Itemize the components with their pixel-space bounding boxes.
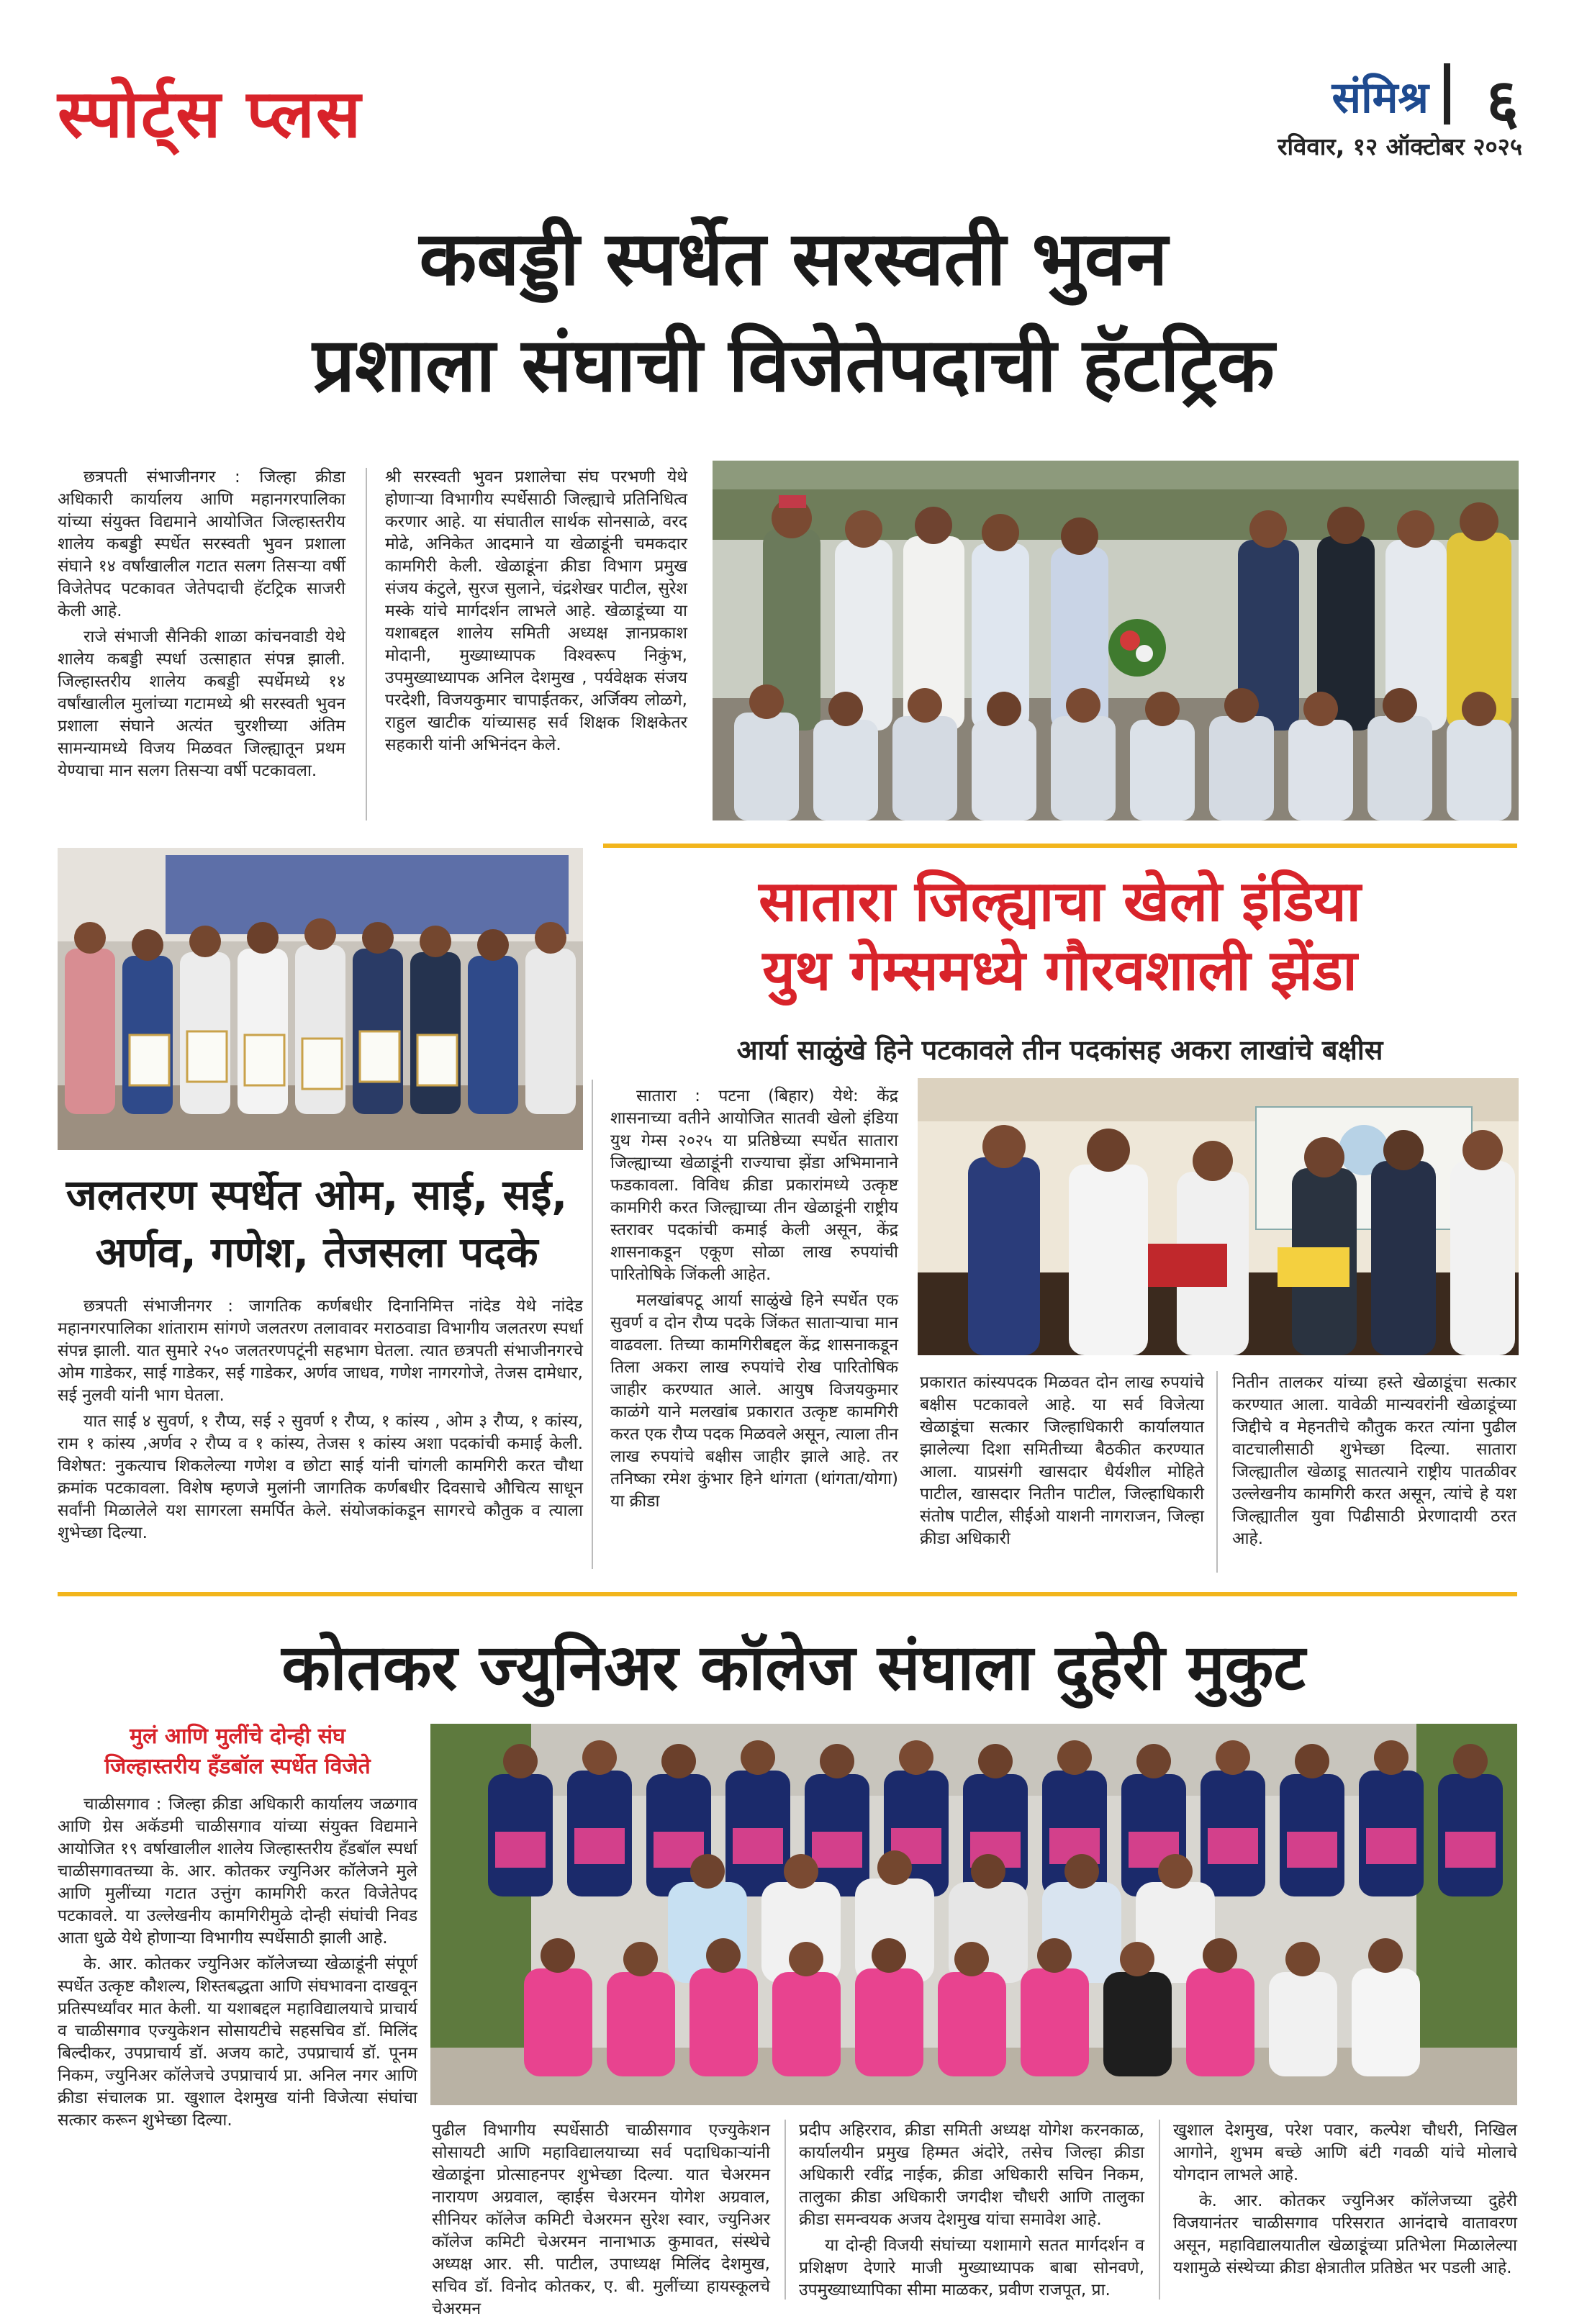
handball-team-photo — [430, 1724, 1517, 2105]
story3-subhead: आर्या साळुंखे हिने पटकावले तीन पदकांसह अकरा लाखांचे बक्षीस — [736, 1034, 1383, 1066]
story1-col2-para1: श्री सरस्वती भुवन प्रशालेचा संघ परभणी येथे होणाऱ्या विभागीय स्पर्धेसाठी जिल्ह्याचे प्रतिनिधित्व करणार आहे. या संघातील सार्थक सोनसाळे, वरद मोढे, अनिकेत आदमाने या खेळाडूंनी चमकदार कामगिरी केली. खेळाडूंना क्रीडा विभाग प्रमुख संजय कंटुले, सुरज सुलाने, चंद्रशेखर पाटील, सुरेश मस्के यांचे मार्गदर्शन लाभले आहे. खेळाडूंच्या या यशाबद्दल शालेय समिती अध्यक्ष ज्ञानप्रकाश मोदानी, मुख्याध्यापक विश्वरूप निकुंभ, उपमुख्याध्यापक अनिल देशमुख , पर्यवेक्षक संजय परदेशी, विजयकुमार चापाईतकर, अर्जिक्य लोळगे, राहुल खाटीक यांच्यासह सर्व शिक्षक शिक्षकेतर सहकारी यांनी अभिनंदन केले. — [385, 468, 687, 754]
column-divider — [366, 468, 367, 820]
story3-headline — [605, 867, 1515, 1005]
story1-headline-line1: कबड्डी स्पर्धेत सरस्वती भुवन — [419, 214, 1168, 302]
story4-column-3 — [799, 2120, 1144, 2305]
column-divider — [1159, 2120, 1160, 2300]
story3-headline-line1: सातारा जिल्ह्याचा खेलो इंडिया — [759, 869, 1361, 934]
column-divider — [1216, 1371, 1218, 1573]
story4-col1-para1: चाळीसगाव : जिल्हा क्रीडा अधिकारी कार्यालय जळगाव आणि ग्रेस अकॅडमी चाळीसगाव यांच्या संयुक्त विद्यमाने आयोजित १९ वर्षाखालील शालेय जिल्हास्तरीय हँडबॉल स्पर्धा चाळीसगावतच्या के. आर. कोतकर ज्युनिअर कॉलेजने मुले आणि मुलींच्या गटात उत्तुंग कामगिरी करत विजेतेपद पटकावले. या उल्लेखनीय कामगिरीमुळे दोन्ही संघांची निवड आता धुळे येथे होणाऱ्या विभागीय स्पर्धेसाठी झाली आहे. — [58, 1795, 417, 1948]
story3-col3-para1: नितीन तालकर यांच्या हस्ते खेळाडूंचा सत्कार करण्यात आला. यावेळी मान्यवरांनी खेळाडूंच्या जिद्दीचे व मेहनतीचे कौतुक करत त्यांना पुढील वाटचालीसाठी शुभेच्छा दिल्या. सातारा जिल्ह्यातील खेळाडू सातत्याने राष्ट्रीय पातळीवर उल्लेखनीय कामगिरी करत असून, त्यांचे हे यश जिल्ह्यातील युवा पिढीसाठी प्रेरणादायी ठरत आहे. — [1232, 1373, 1516, 1548]
story3-column-3 — [1232, 1372, 1516, 1554]
column-divider — [592, 1080, 593, 1569]
header-divider — [1444, 63, 1450, 125]
story4-subhead-line1: मुलं आणि मुलींचे दोन्ही संघ — [130, 1724, 345, 1749]
page-number: ६ — [1486, 66, 1519, 138]
story4-subhead-line2: जिल्हास्तरीय हँडबॉल स्पर्धेत विजेते — [104, 1754, 371, 1779]
story2-para2: यात साई ४ सुवर्ण, १ रौप्य, सई २ सुवर्ण १ रौप्य, १ कांस्य , ओम ३ रौप्य, १ कांस्य, राम १ कांस्य ,अर्णव २ रौप्य व १ कांस्य, तेजस १ कांस्य अशा पदकांची कमाई केली. विशेषत: नुकत्याच शिकलेल्या गणेश व छोटा साई यांनी चांगली कामगिरी करत चौथा क्रमांक पटकावला. विशेष म्हणजे मुलांनी जागतिक कर्णबधीर दिवसाचे औचित्य साधून सर्वांनी मिळालेले यश सागरला समर्पित केले. संयोजकांकडून सागरचे कौतुक व त्याला शुभेच्छा दिल्या. — [58, 1412, 583, 1542]
story4-column-1 — [58, 1794, 417, 2135]
story3-col1-para2: मलखांबपटू आर्या साळुंखे हिने स्पर्धेत एक सुवर्ण व दोन रौप्य पदके जिंकत साताऱ्याचा मान वाढवला. तिच्या कामगिरीबद्दल केंद्र शासनाकडून तिला अकरा लाख रुपयांचे रोख पारितोषिक जाहीर करण्यात आले. आयुष विजयकुमार काळंगे याने मलखांब प्रकारात उत्कृष्ट कामगिरी करत एक रौप्य पदक मिळवले असून, त्याला तीन लाख रुपयांचे बक्षीस जाहीर झाले आहे. तर तनिष्का रमेश कुंभार हिने थांगता (थांगता/योगा) या क्रीडा — [610, 1291, 898, 1511]
section-rule — [603, 844, 1517, 848]
masthead-title: स्पोर्ट्स प्लस — [58, 76, 363, 153]
story4-column-4 — [1173, 2120, 1517, 2283]
section-label: संमिश्र — [1331, 73, 1429, 123]
column-divider — [785, 2120, 786, 2300]
story1-column-1 — [58, 466, 345, 786]
story2-headline-line1: जलतरण स्पर्धेत ओम, साई, सई, — [65, 1170, 568, 1219]
story3-headline-line2: युथ गेम्समध्ये गौरवशाली झेंडा — [762, 939, 1357, 1003]
felicitation-photo — [918, 1078, 1519, 1355]
story3-col1-para1: सातारा : पटना (बिहार) येथे: केंद्र शासनाच्या वतीने आयोजित सातवी खेलो इंडिया युथ गेम्स २०२५ या प्रतिष्ठेच्या स्पर्धेत सातारा जिल्ह्याच्या खेळाडूंनी राज्याचा झेंडा अभिमानाने फडकावला. विविध क्रीडा प्रकारांमध्ये उत्कृष्ट कामगिरी करत जिल्ह्याच्या तीन खेळाडूंनी राष्ट्रीय स्तरावर पदकांची कमाई केली असून, केंद्र शासनाकडून एकूण सोळा लाख रुपयांची पारितोषिके जिंकली आहेत. — [610, 1087, 898, 1284]
story1-headline — [29, 205, 1558, 418]
story4-headline: कोतकर ज्युनिअर कॉलेज संघाला दुहेरी मुकुट — [281, 1630, 1306, 1704]
story4-subhead — [58, 1722, 417, 1782]
swimming-medals-photo — [58, 848, 583, 1150]
story4-col4-para2: के. आर. कोतकर ज्युनिअर कॉलेजच्या दुहेरी विजयानंतर चाळीसगाव परिसरात आनंदाचे वातावरण असून, महाविद्यालयातील खेळाडूंच्या प्रतिभेला मिळालेल्या यशामुळे संस्थेच्या क्रीडा क्षेत्रातील प्रतिष्ठेत भर पडली आहे. — [1173, 2192, 1517, 2277]
story4-column-2 — [432, 2120, 770, 2324]
kabaddi-team-photo — [713, 461, 1519, 820]
story1-column-2 — [385, 466, 687, 760]
story1-col1-para2: राजे संभाजी सैनिकी शाळा कांचनवाडी येथे शालेय कबड्डी स्पर्धा उत्साहात संपन्न झाली. जिल्हास्तरीय शालेय कबड्डी स्पर्धेमध्ये १४ वर्षांखालील मुलांच्या गटामध्ये श्री सरस्वती भुवन प्रशाला संघाने अत्यंत चुरशीच्या अंतिम सामन्यामध्ये विजय मिळवत जिल्ह्यातून प्रथम येण्याचा मान सलग तिसऱ्या वर्षी पटकावला. — [58, 628, 345, 780]
story2-body — [58, 1296, 583, 1548]
story4-col3-para2: या दोन्ही विजयी संघांच्या यशामागे सतत मार्गदर्शन व प्रशिक्षण देणारे माजी मुख्याध्यापक बाबा सोनवणे, उपमुख्याध्यापिका सीमा माळकर, प्रवीण राजपूत, प्रा. — [799, 2236, 1144, 2300]
story2-headline-line2: अर्णव, गणेश, तेजसला पदके — [95, 1228, 538, 1277]
issue-date: रविवार, १२ ऑक्टोबर २०२५ — [1277, 132, 1522, 160]
story4-col2-para1: पुढील विभागीय स्पर्धेसाठी चाळीसगाव एज्युकेशन सोसायटी आणि महाविद्यालयाच्या सर्व पदाधिकाऱ्यांनी खेळाडूंना प्रोत्साहनपर शुभेच्छा दिल्या. यात चेअरमन नारायण अग्रवाल, व्हाईस चेअरमन योगेश अग्रवाल, सीनियर कॉलेज कमिटी चेअरमन सुरेश स्वार, ज्युनिअर कॉलेज कमिटी चेअरमन नानाभाऊ कुमावत, संस्थेचे अध्यक्ष आर. सी. पाटील, उपाध्यक्ष मिलिंद देशमुख, सचिव डॉ. विनोद कोतकर, ए. बी. मुलींच्या हायस्कूलचे चेअरमन — [432, 2121, 770, 2318]
story2-headline — [43, 1166, 590, 1281]
story1-headline-line2: प्रशाला संघाची विजेतेपदाची हॅटट्रिक — [312, 321, 1275, 409]
story2-para1: छत्रपती संभाजीनगर : जागतिक कर्णबधीर दिनानिमित्त नांदेड येथे नांदेड महानगरपालिका शांताराम सांगणे जलतरण तलावावर मराठवाडा विभागीय जलतरण स्पर्धा संपन्न झाली. यात सुमारे २५० जलतरणपटूंनी सहभाग घेतला. त्यात छत्रपती संभाजीनगरचे ओम गाडेकर, साई गाडेकर, सई गाडेकर, अर्णव जाधव, गणेश नागरगोजे, तेजस दामेधार, सई नुलवी यांनी भाग घेतला. — [58, 1297, 583, 1405]
story4-col4-para1: खुशाल देशमुख, परेश पवार, कल्पेश चौधरी, निखिल आगोने, शुभम बच्छे आणि बंटी गवळी यांचे मोलाचे योगदान लाभले आहे. — [1173, 2121, 1517, 2184]
story4-col1-para2: के. आर. कोतकर ज्युनिअर कॉलेजच्या खेळाडूंनी संपूर्ण स्पर्धेत उत्कृष्ट कौशल्य, शिस्तबद्धता आणि संघभावना दाखवून प्रतिस्पर्ध्यांवर मात केली. या यशाबद्दल महाविद्यालयाचे प्राचार्य व चाळीसगाव एज्युकेशन सोसायटीचे सहसचिव डॉ. मिलिंद बिल्दीकर, उपप्राचार्य डॉ. अजय काटे, उपप्राचार्य डॉ. पूनम निकम, ज्युनिअर कॉलेजचे उपप्राचार्य प्रा. अनिल नगर आणि क्रीडा संचालक प्रा. खुशाल देशमुख यांनी विजेत्या संघांचा सत्कार करून शुभेच्छा दिल्या. — [58, 1955, 417, 2130]
story3-column-1 — [610, 1085, 898, 1516]
story1-col1-para1: छत्रपती संभाजीनगर : जिल्हा क्रीडा अधिकारी कार्यालय आणि महानगरपालिका यांच्या संयुक्त विद्यमाने आयोजित जिल्हास्तरीय शालेय कबड्डी स्पर्धेत सरस्वती भुवन प्रशाला संघाने १४ वर्षांखालील गटात सलग तिसऱ्या वर्षी विजेतेपद पटकावत जेतेपदाची हॅटट्रिक साजरी केली आहे. — [58, 468, 345, 620]
story4-col3-para1: प्रदीप अहिरराव, क्रीडा समिती अध्यक्ष योगेश करनकाळ, कार्यालयीन प्रमुख हिम्मत अंदोरे, तसेच जिल्हा क्रीडा अधिकारी रवींद्र नाईक, क्रीडा अधिकारी सचिन निकम, तालुका क्रीडा अधिकारी जगदीश चौधरी आणि तालुका क्रीडा समन्वयक अजय देशमुख यांचा समावेश आहे. — [799, 2121, 1144, 2229]
story3-col2-para1: प्रकारात कांस्यपदक मिळवत दोन लाख रुपयांचे बक्षीस पटकावले आहे. या सर्व विजेत्या खेळाडूंचा सत्कार जिल्हाधिकारी कार्यालयात झालेल्या दिशा समितीच्या बैठकीत करण्यात आला. याप्रसंगी खासदार धैर्यशील मोहिते पाटील, खासदार नितीन पाटील, जिल्हाधिकारी संतोष पाटील, सीईओ याशनी नागराजन, जिल्हा क्रीडा अधिकारी — [920, 1373, 1204, 1548]
section-rule — [58, 1592, 1517, 1596]
story3-column-2 — [920, 1372, 1204, 1554]
